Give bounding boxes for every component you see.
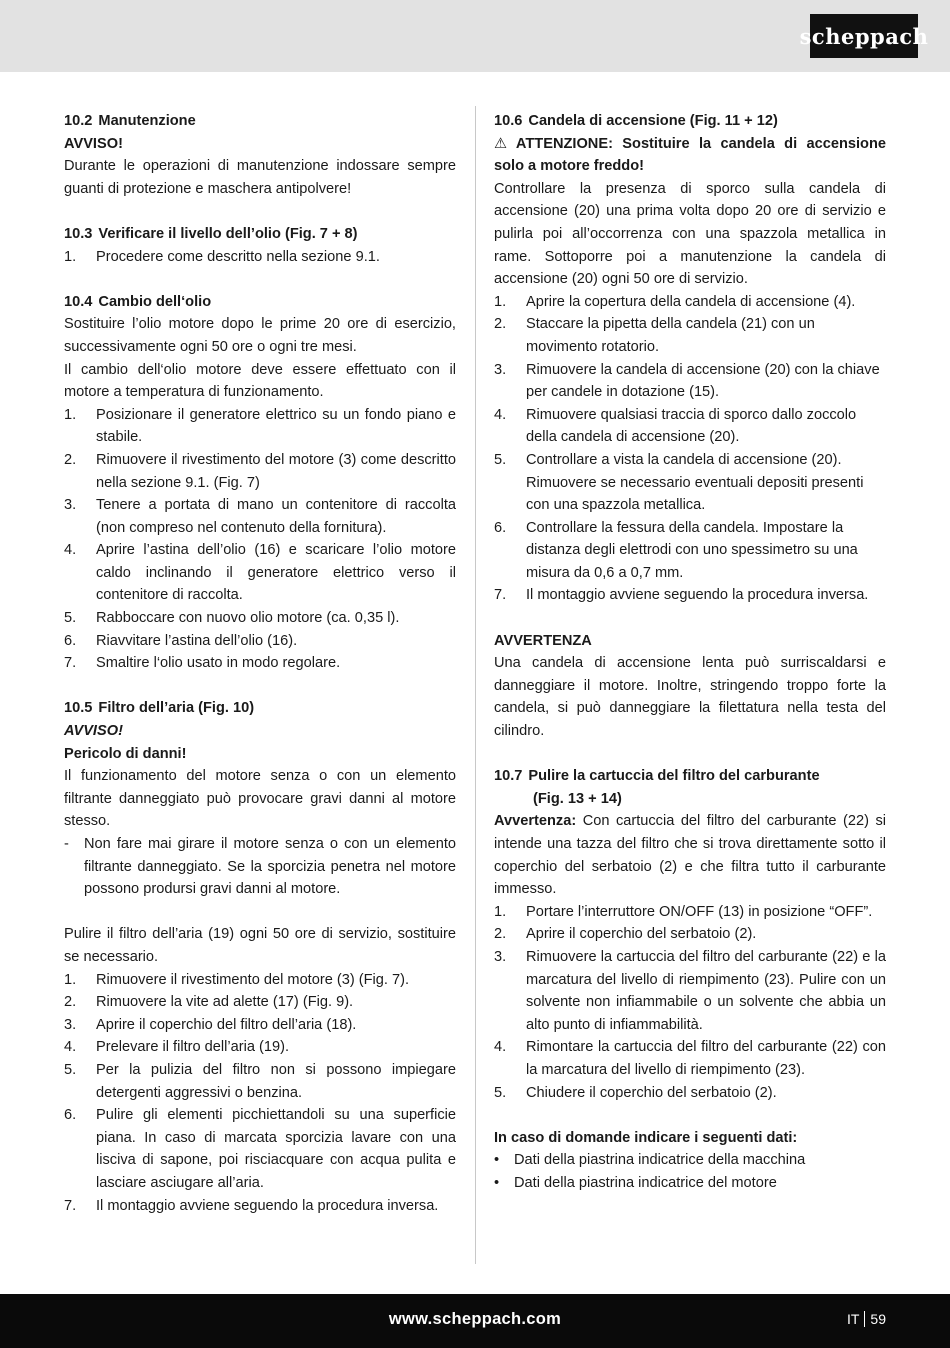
list-item-text: Staccare la pipetta della candela (21) con un movimento rotatorio. bbox=[526, 316, 815, 355]
list-item-marker: 2. bbox=[494, 316, 507, 333]
list-item-marker: 1. bbox=[494, 903, 507, 920]
list-item-marker: • bbox=[494, 1152, 500, 1169]
list-item bbox=[494, 1036, 886, 1081]
section-heading-10-4: 10.4 Cambio dell‘olio bbox=[64, 293, 212, 310]
paragraph: Avvertenza: Con cartuccia del filtro del carburante (22) si intende una tazza del filtro che si trova direttamente sotto il coperchio del serbatoio (2) e che filtra tutto il carburante immesso. bbox=[494, 813, 886, 898]
list-item-marker: 1. bbox=[494, 293, 507, 310]
footer-bar bbox=[0, 1294, 950, 1348]
list-item-text: Rimuovere il rivestimento del motore (3) (Fig. 7). bbox=[96, 971, 410, 988]
list-item bbox=[64, 833, 456, 901]
website-link[interactable]: www.scheppach.com bbox=[388, 1310, 562, 1328]
list-item-text: Portare l’interruttore ON/OFF (13) in posizione “OFF”. bbox=[526, 903, 873, 920]
list-item-marker: 1. bbox=[64, 971, 77, 988]
list-item bbox=[494, 404, 886, 449]
list-item-text: Aprire la copertura della candela di accensione (4). bbox=[526, 293, 856, 310]
column-divider bbox=[475, 106, 476, 1264]
paragraph: Il funzionamento del motore senza o con un elemento filtrante danneggiato può provocare gravi danni al motore stesso. bbox=[64, 768, 456, 830]
list-item-marker: 2. bbox=[64, 994, 77, 1011]
page-number: 59 bbox=[870, 1311, 886, 1327]
list-item-marker: 7. bbox=[64, 655, 77, 672]
paragraph: Pulire il filtro dell’aria (19) ogni 50 ore di servizio, sostituire se necessario. bbox=[64, 926, 456, 965]
section-heading-10-3: 10.3 Verificare il livello dell’olio (Fig. 7 + 8) bbox=[64, 225, 358, 242]
list-item-marker: 5. bbox=[494, 1084, 507, 1101]
list-item-text: Aprire l’astina dell’olio (16) e scaricare l’olio motore caldo inclinando il generatore elettrico verso il contenitore di raccolta. bbox=[96, 542, 456, 604]
list-item-text: Rimuovere il rivestimento del motore (3) come descritto nella sezione 9.1. (Fig. 7) bbox=[96, 451, 456, 491]
list-item-text: Rimuovere qualsiasi traccia di sporco dallo zoccolo della candela di accensione (20). bbox=[526, 406, 857, 446]
list-item-text: Tenere a portata di mano un contenitore di raccolta (non compreso nel contenuto della fornitura). bbox=[96, 497, 456, 536]
list-item bbox=[494, 946, 886, 1036]
list-item bbox=[64, 1104, 456, 1194]
steps-list bbox=[494, 291, 886, 607]
list-item bbox=[494, 584, 886, 607]
list-item-text: Rimuovere la cartuccia del filtro del carburante (22) e la marcatura del livello di riempimento (23). Pulire con un solvente non infiammabile o un solvente che abbia un alto punto di infiammabilità. bbox=[526, 948, 886, 1033]
list-item-marker: 4. bbox=[64, 1039, 77, 1056]
notice-label: AVVISO! bbox=[64, 135, 123, 152]
list-item-marker: 6. bbox=[64, 632, 77, 649]
attention-note: ⚠ ATTENZIONE: Sostituire la candela di accensione solo a motore freddo! bbox=[494, 133, 886, 178]
list-item bbox=[64, 1059, 456, 1104]
list-item bbox=[494, 313, 886, 358]
scheppach-logo: scheppach bbox=[810, 14, 918, 58]
list-item-text: Aprire il coperchio del filtro dell’aria (18). bbox=[96, 1016, 357, 1033]
list-item bbox=[64, 494, 456, 539]
list-item-marker: 4. bbox=[64, 542, 77, 559]
list-item-marker: 5. bbox=[494, 451, 507, 468]
list-item-marker: 1. bbox=[64, 406, 77, 423]
paragraph: Durante le operazioni di manutenzione indossare sempre guanti di protezione e maschera antipolvere! bbox=[64, 158, 456, 197]
paragraph: Sostituire l’olio motore dopo le prime 20 ore di esercizio, successivamente ogni 50 ore o ogni tre mesi. bbox=[64, 316, 456, 355]
list-item-text: Prelevare il filtro dell’aria (19). bbox=[96, 1039, 290, 1056]
steps-list bbox=[494, 901, 886, 1104]
list-item-text: Il montaggio avviene seguendo la procedura inversa. bbox=[96, 1197, 439, 1214]
list-item bbox=[64, 630, 456, 653]
list-item bbox=[494, 359, 886, 404]
list-item bbox=[494, 901, 886, 924]
list-item-text: Chiudere il coperchio del serbatoio (2). bbox=[526, 1084, 777, 1101]
list-item-marker: 3. bbox=[64, 1016, 77, 1033]
danger-label: Pericolo di danni! bbox=[64, 745, 187, 762]
list-item bbox=[64, 449, 456, 494]
list-item-marker: 4. bbox=[494, 1039, 507, 1056]
list-item bbox=[64, 607, 456, 630]
list-item-marker: 3. bbox=[494, 361, 507, 378]
section-heading-10-7: 10.7 Pulire la cartuccia del filtro del carburante bbox=[494, 768, 820, 785]
list-item-text: Smaltire l‘olio usato in modo regolare. bbox=[96, 655, 341, 672]
list-item-marker: • bbox=[494, 1174, 500, 1191]
notice-label: AVVISO! bbox=[64, 723, 123, 740]
list-item bbox=[64, 1036, 456, 1059]
steps-list bbox=[64, 246, 456, 269]
list-item-marker: 3. bbox=[494, 948, 507, 965]
list-item-marker: 2. bbox=[494, 926, 507, 943]
list-item bbox=[494, 1082, 886, 1105]
list-item bbox=[494, 449, 886, 517]
questions-title: In caso di domande indicare i seguenti dati: bbox=[494, 1129, 798, 1146]
list-item-text: Controllare a vista la candela di accensione (20). Rimuovere se necessario eventuali depositi presenti con una spazzola metallica. bbox=[526, 451, 864, 514]
header-band bbox=[0, 0, 950, 72]
list-item-text: Aprire il coperchio del serbatoio (2). bbox=[526, 926, 757, 943]
list-item-marker: 6. bbox=[64, 1107, 77, 1124]
list-item-marker: 5. bbox=[64, 610, 77, 627]
list-item bbox=[64, 991, 456, 1014]
list-item bbox=[494, 291, 886, 314]
list-item-marker: 6. bbox=[494, 519, 507, 536]
section-heading-10-7-figs: (Fig. 13 + 14) bbox=[533, 790, 622, 807]
list-item bbox=[64, 652, 456, 675]
section-heading-10-5: 10.5 Filtro dell’aria (Fig. 10) bbox=[64, 700, 255, 717]
list-item-text: Rabboccare con nuovo olio motore (ca. 0,35 l). bbox=[96, 610, 400, 627]
list-item bbox=[494, 923, 886, 946]
steps-list bbox=[64, 404, 456, 675]
list-item-text: Controllare la fessura della candela. Impostare la distanza degli elettrodi con uno spessimetro su una misura da 0,6 a 0,7 mm. bbox=[526, 519, 858, 581]
list-item bbox=[64, 246, 456, 269]
list-item-text: Rimuovere la candela di accensione (20) con la chiave per candele in dotazione (15). bbox=[526, 361, 880, 401]
list-item bbox=[494, 517, 886, 585]
paragraph: Il cambio dell‘olio motore deve essere effettuato con il motore a temperatura di funzionamento. bbox=[64, 361, 456, 401]
list-item bbox=[64, 1014, 456, 1037]
separator bbox=[864, 1311, 865, 1327]
list-item bbox=[64, 969, 456, 992]
warning-title: AVVERTENZA bbox=[494, 632, 592, 649]
list-item-marker: 7. bbox=[64, 1197, 77, 1214]
paragraph: Controllare la presenza di sporco sulla candela di accensione (20) una prima volta dopo 20 ore di servizio e pulirla poi all’occorrenza con una spazzola metallica in rame. Sottoporre poi a manutenzione la candela di accensione (20) ogni 50 ore di servizio. bbox=[494, 180, 886, 288]
warning-triangle-icon: ⚠ bbox=[494, 135, 508, 152]
list-item bbox=[64, 1195, 456, 1218]
paragraph: Una candela di accensione lenta può surriscaldarsi e danneggiare il motore. Inoltre, stringendo troppo forte la candela, si può danneggiare la filettatura nella testa del cilindro. bbox=[494, 655, 886, 740]
list-item-text: Rimuovere la vite ad alette (17) (Fig. 9). bbox=[96, 994, 354, 1011]
list-item bbox=[64, 404, 456, 449]
list-item-text: Il montaggio avviene seguendo la procedura inversa. bbox=[526, 587, 869, 604]
left-column bbox=[64, 110, 456, 1217]
language-code: IT bbox=[846, 1311, 860, 1327]
list-item-marker: 2. bbox=[64, 451, 77, 468]
list-item-text: Non fare mai girare il motore senza o con un elemento filtrante danneggiato. Se la sporcizia penetra nel motore possono prodursi gravi danni al motore. bbox=[84, 836, 456, 898]
list-item bbox=[494, 1172, 886, 1195]
list-item-text: Posizionare il generatore elettrico su un fondo piano e stabile. bbox=[96, 406, 456, 446]
list-item-marker: 1. bbox=[64, 248, 77, 265]
list-item-text: Dati della piastrina indicatrice della macchina bbox=[514, 1152, 806, 1169]
list-item-text: Procedere come descritto nella sezione 9.1. bbox=[96, 248, 380, 265]
dash-list bbox=[64, 833, 456, 901]
list-item bbox=[494, 1149, 886, 1172]
section-heading-10-2: 10.2 Manutenzione bbox=[64, 113, 196, 129]
list-item-text: Dati della piastrina indicatrice del motore bbox=[514, 1174, 777, 1191]
bullet-list bbox=[494, 1149, 886, 1194]
list-item bbox=[64, 539, 456, 607]
list-item-marker: 5. bbox=[64, 1061, 77, 1078]
steps-list bbox=[64, 969, 456, 1218]
list-item-text: Pulire gli elementi picchiettandoli su una superficie piana. In caso di marcata sporcizia lavare con una lisciva di sapone, poi risciacquare con acqua pulita e lasciare asciugare all’aria. bbox=[96, 1107, 456, 1191]
list-item-text: Riavvitare l’astina dell’olio (16). bbox=[96, 632, 298, 649]
list-item-text: Rimontare la cartuccia del filtro del carburante (22) con la marcatura del livello di riempimento (23). bbox=[526, 1039, 886, 1078]
list-item-marker: - bbox=[64, 836, 69, 852]
list-item-marker: 4. bbox=[494, 406, 507, 423]
right-column bbox=[494, 110, 886, 1195]
list-item-marker: 3. bbox=[64, 497, 77, 514]
section-heading-10-6: 10.6 Candela di accensione (Fig. 11 + 12) bbox=[494, 113, 778, 129]
page-indicator bbox=[847, 1311, 886, 1327]
list-item-text: Per la pulizia del filtro non si possono impiegare detergenti aggressivi o benzina. bbox=[96, 1061, 456, 1101]
list-item-marker: 7. bbox=[494, 587, 507, 604]
